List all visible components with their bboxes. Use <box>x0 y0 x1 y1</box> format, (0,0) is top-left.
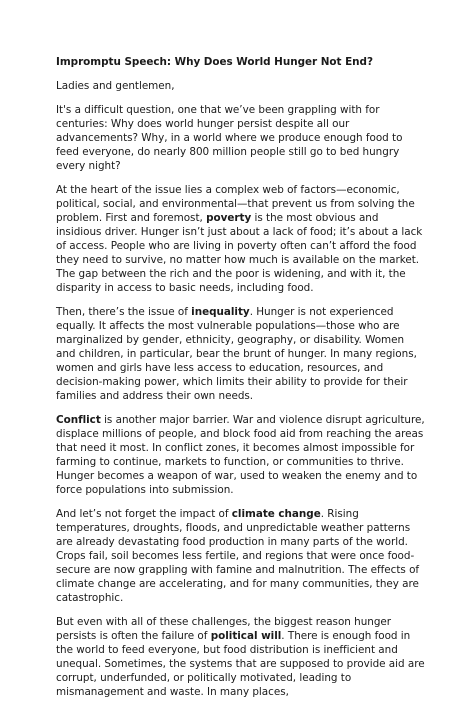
paragraph-text: . There is enough food in the world to feed everyone, but food distribution is inefficient and unequal. Sometimes, the systems that are supposed to provide aid are corrupt, underfunded, or politically motivated, leading to mismanagement and waste. In many places, <box>56 630 425 698</box>
keyword-inequality: inequality <box>191 306 250 318</box>
paragraph-intro <box>56 103 426 173</box>
paragraph-poverty <box>56 183 426 295</box>
paragraph-text: It's a difficult question, one that we’ve been grappling with for centuries: Why does world hunger persist despite all our advancements? Why, in a world where we produce enough food to feed everyone, do nearly 800 million people still go to bed hungry every night? <box>56 104 403 172</box>
greeting: Ladies and gentlemen, <box>56 80 175 92</box>
keyword-conflict: Conflict <box>56 414 101 426</box>
paragraph-text: At the heart of the issue lies a complex web of factors—economic, political, social, and environmental—that prevent us from solving the problem. First and foremost, <box>56 184 415 224</box>
paragraph-text: . Rising temperatures, droughts, floods, and unpredictable weather patterns are already devastating food production in many parts of the world. Crops fail, soil becomes less fertile, and regions that were once food-secure are now grappling with famine and malnutrition. The effects of climate change are accelerating, and for many communities, they are catastrophic. <box>56 508 420 604</box>
paragraph-text: And let’s not forget the impact of <box>56 508 232 520</box>
paragraph-text: is another major barrier. War and violence disrupt agriculture, displace millions of people, and block food aid from reaching the areas that need it most. In conflict zones, it becomes almost impossible for farming to continue, markets to function, or communities to thrive. Hunger becomes a weapon of war, used to weaken the enemy and to force populations into submission. <box>56 414 425 496</box>
paragraph-text: Then, there’s the issue of <box>56 306 192 318</box>
paragraph-text: is the most obvious and insidious driver. Hunger isn’t just about a lack of food; it’s about a lack of access. People who are living in poverty often can’t afford the food they need to survive, no matter how much is available on the market. The gap between the rich and the poor is widening, and with it, the disparity in access to basic needs, including food. <box>56 212 423 294</box>
speech-body <box>56 55 426 709</box>
paragraph-conflict <box>56 413 426 497</box>
paragraph-political-will <box>56 615 426 699</box>
paragraph-text: . Hunger is not experienced equally. It affects the most vulnerable populations—those who are marginalized by gender, ethnicity, geography, or disability. Women and children, in particular, bear the brunt of hunger. In many regions, women and girls have less access to education, resources, and decision-making power, which limits their ability to provide for their families and address their own needs. <box>56 306 417 402</box>
paragraph-text: But even with all of these challenges, the biggest reason hunger persists is often the failure of <box>56 616 392 642</box>
paragraph-inequality <box>56 305 426 403</box>
speech-title: Impromptu Speech: Why Does World Hunger Not End? <box>56 56 373 68</box>
keyword-climate-change: climate change <box>231 508 321 520</box>
keyword-poverty: poverty <box>206 212 252 224</box>
keyword-political-will: political will <box>210 630 282 642</box>
paragraph-climate <box>56 507 426 605</box>
